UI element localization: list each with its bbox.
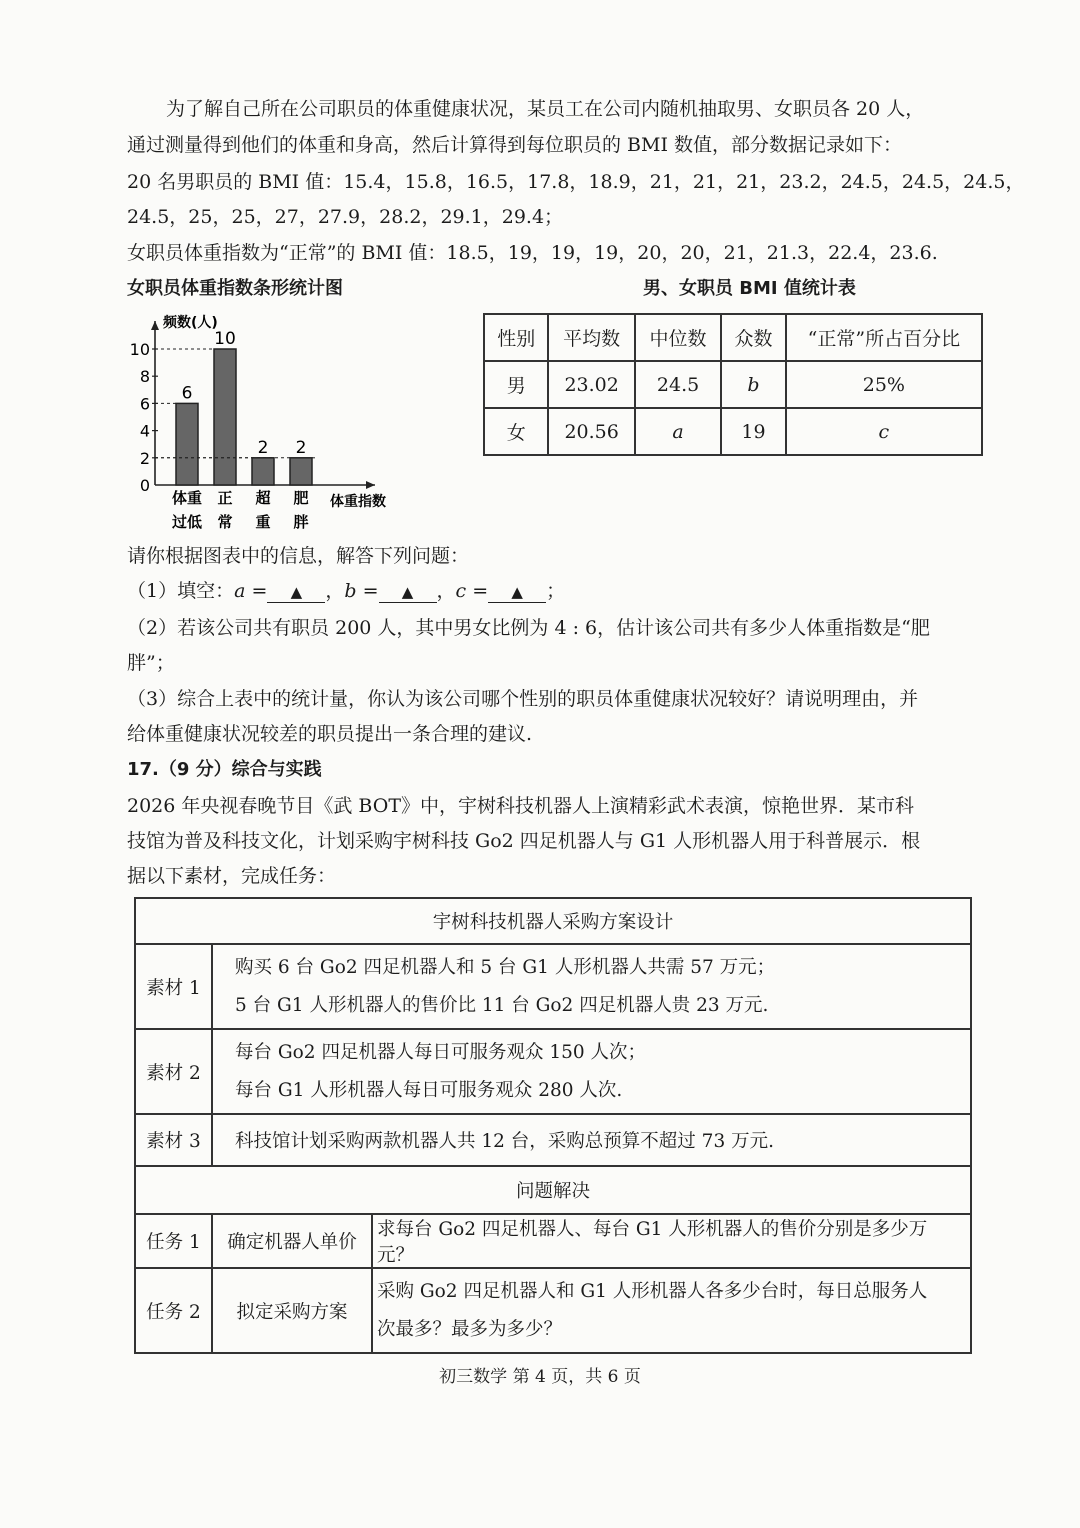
category-label: 正 <box>217 489 233 507</box>
table-cell: 23.02 <box>548 361 634 408</box>
task-content <box>372 1268 971 1353</box>
stat-table <box>483 313 983 456</box>
question-prompt: 请你根据图表中的信息，解答下列问题： <box>127 545 470 567</box>
page-footer: 初三数学 第 4 页，共 6 页 <box>439 1367 641 1387</box>
task-content <box>372 1214 971 1268</box>
bar <box>214 349 236 485</box>
table-cell: a <box>635 408 721 455</box>
task-row <box>135 1268 971 1353</box>
y-tick-label: 6 <box>139 394 150 414</box>
table-row <box>484 361 982 408</box>
table-cell: 25% <box>786 361 982 408</box>
task-row <box>135 1214 971 1268</box>
x-axis-arrow <box>366 481 375 489</box>
bar-value-label: 10 <box>214 329 236 349</box>
material-line: 5 台 G1 人形机器人的售价比 11 台 Go2 四足机器人贵 23 万元. <box>235 994 769 1016</box>
intro-line-2: 通过测量得到他们的体重和身高，然后计算得到每位职员的 BMI 数值，部分数据记录如下： <box>127 134 903 156</box>
table-cell: b <box>721 361 785 408</box>
q1-sep: ， <box>436 580 456 602</box>
material-content <box>212 944 971 1029</box>
material-label: 素材 2 <box>135 1029 212 1114</box>
task-line: 次最多？最多为多少？ <box>377 1318 563 1340</box>
intro-line-1: 为了解自己所在公司职员的体重健康状况，某员工在公司内随机抽取男、女职员各 20 人， <box>166 98 925 120</box>
category-label: 常 <box>217 513 233 531</box>
q1-c-label: c = <box>455 580 489 602</box>
material-label: 素材 3 <box>135 1114 212 1166</box>
material-row <box>135 1029 971 1114</box>
header-cell: 性别 <box>484 314 548 361</box>
bar <box>252 458 274 485</box>
question-1 <box>127 579 565 603</box>
table-cell: 女 <box>484 408 548 455</box>
bar-value-label: 2 <box>257 437 269 458</box>
material-line: 每台 G1 人形机器人每日可服务观众 280 人次. <box>235 1079 623 1101</box>
bar-value-label: 6 <box>181 383 193 404</box>
q1-b-label: b = <box>344 580 379 602</box>
question-3-line-1: （3）综合上表中的统计量，你认为该公司哪个性别的职员体重健康状况较好？请说明理由，并 <box>127 688 919 710</box>
header-cell: 众数 <box>721 314 785 361</box>
y-tick-label: 10 <box>129 340 150 359</box>
task-label: 任务 2 <box>135 1268 212 1353</box>
intro-line-4: 24.5，25，25，27，27.9，28.2，29.1，29.4； <box>127 206 564 228</box>
material-row <box>135 944 971 1029</box>
header-cell: 中位数 <box>635 314 721 361</box>
y-axis-arrow <box>151 321 159 330</box>
section-title: 问题解决 <box>135 1166 971 1214</box>
table-title: 男、女职员 BMI 值统计表 <box>643 278 856 299</box>
plan-title: 宇树科技机器人采购方案设计 <box>135 898 971 944</box>
table-cell: 男 <box>484 361 548 408</box>
q1-prefix: （1）填空： <box>127 580 235 602</box>
intro-line-3: 20 名男职员的 BMI 值：15.4，15.8，16.5，17.8，18.9，21，21，21，23.2，24.5，24.5，24.5， <box>127 171 1025 193</box>
bar-chart <box>125 300 415 540</box>
q1-sep: ， <box>325 580 345 602</box>
q1-end: ； <box>546 580 566 602</box>
category-label: 重 <box>255 513 271 531</box>
bar-value-label: 2 <box>295 437 307 458</box>
task-label: 任务 1 <box>135 1214 212 1268</box>
question-2-line-1: （2）若该公司共有职员 200 人，其中男女比例为 4 : 6，估计该公司共有多少人体重指数是“肥 <box>127 617 930 639</box>
category-label: 体重 <box>171 489 203 507</box>
header-cell: 平均数 <box>548 314 634 361</box>
question-3-line-2: 给体重健康状况较差的职员提出一条合理的建议. <box>127 723 533 745</box>
category-label: 肥 <box>293 489 309 507</box>
section-row <box>135 1166 971 1214</box>
plan-title-row <box>135 898 971 944</box>
task-line: 求每台 Go2 四足机器人、每台 G1 人形机器人的售价分别是多少万元？ <box>377 1219 928 1266</box>
y-axis-label: 频数(人) <box>163 315 218 331</box>
problem-17-line-1: 2026 年央视春晚节目《武 BOT》中，宇树科技机器人上演精彩武术表演，惊艳世界．某市科 <box>127 795 914 817</box>
material-content <box>212 1114 971 1166</box>
y-tick-label: 8 <box>139 367 150 387</box>
q1-b-blank[interactable]: ▲ <box>379 582 437 603</box>
table-cell: 19 <box>721 408 785 455</box>
y-tick-label: 4 <box>139 421 150 441</box>
category-label: 过低 <box>171 513 203 531</box>
material-line: 购买 6 台 Go2 四足机器人和 5 台 G1 人形机器人共需 57 万元； <box>235 956 776 978</box>
q1-c-blank[interactable]: ▲ <box>488 582 546 603</box>
bar <box>290 458 312 485</box>
material-row <box>135 1114 971 1166</box>
stat-table-header <box>484 314 982 361</box>
table-cell: 20.56 <box>548 408 634 455</box>
table-cell: c <box>786 408 982 455</box>
category-label: 超 <box>255 489 271 507</box>
q1-a-blank[interactable]: ▲ <box>267 582 325 603</box>
intro-line-5: 女职员体重指数为“正常”的 BMI 值：18.5，19，19，19，20，20，21，21.3，22.4，23.6. <box>127 242 938 264</box>
material-line: 科技馆计划采购两款机器人共 12 台，采购总预算不超过 73 万元. <box>235 1131 774 1152</box>
problem-17-line-3: 据以下素材，完成任务： <box>127 865 337 887</box>
y-tick-label: 0 <box>139 476 150 495</box>
chart-title: 女职员体重指数条形统计图 <box>127 278 343 299</box>
task-name: 确定机器人单价 <box>212 1214 372 1268</box>
table-cell: 24.5 <box>635 361 721 408</box>
material-content <box>212 1029 971 1114</box>
plan-table <box>134 897 972 1354</box>
category-label: 胖 <box>293 513 309 531</box>
table-row <box>484 408 982 455</box>
problem-17-heading: 17.（9 分）综合与实践 <box>127 759 322 780</box>
task-name: 拟定采购方案 <box>212 1268 372 1353</box>
bar <box>176 403 198 485</box>
problem-17-line-2: 技馆为普及科技文化，计划采购宇树科技 Go2 四足机器人与 G1 人形机器人用于科普展示．根 <box>127 830 921 852</box>
header-cell: “正常”所占百分比 <box>786 314 982 361</box>
material-line: 每台 Go2 四足机器人每日可服务观众 150 人次； <box>235 1041 647 1063</box>
q1-a-label: a = <box>234 580 268 602</box>
material-label: 素材 1 <box>135 944 212 1029</box>
task-line: 采购 Go2 四足机器人和 G1 人形机器人各多少台时，每日总服务人 <box>377 1280 928 1302</box>
x-axis-label: 体重指数 <box>330 494 386 510</box>
y-tick-label: 2 <box>139 448 150 468</box>
question-2-line-2: 胖”； <box>127 652 175 674</box>
